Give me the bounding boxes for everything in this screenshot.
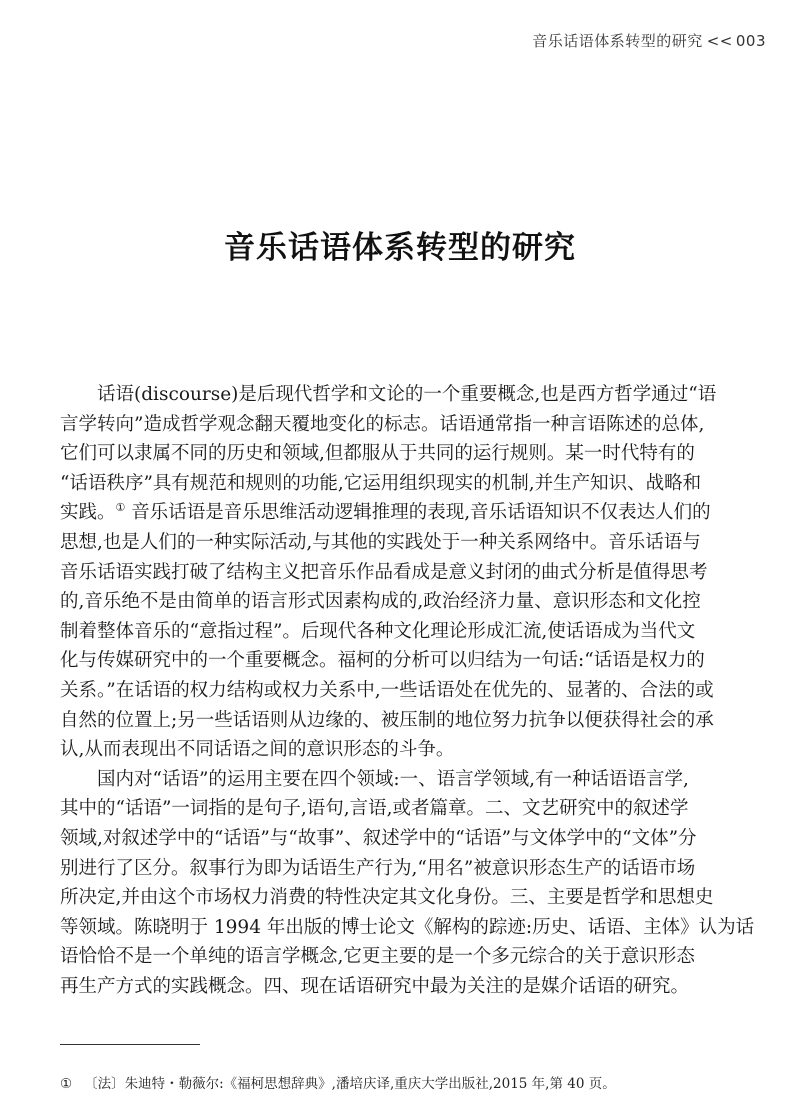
page-number: 003 [735,32,766,50]
article-body [60,380,755,1001]
text-line: 国内对“话语”的运用主要在四个领域:一、语言学领域,有一种话语语言学, [97,768,689,790]
text-line: 所决定,并由这个市场权力消费的特性决定其文化身份。三、主要是哲学和思想史 [60,887,714,909]
running-header [532,30,766,51]
footnote [60,1072,710,1092]
text-line: 语恰恰不是一个单纯的语言学概念,它更主要的是一个多元综合的关于意识形态 [60,946,695,968]
footnote-text: 〔法〕朱迪特・勒薇尔:《福柯思想辞典》,潘培庆译,重庆大学出版社,2015 年,第 40 页。 [84,1076,616,1092]
text-segment: 音乐话语是音乐思维活动逻辑推理的表现,音乐话语知识不仅表达人们的 [131,502,711,524]
paragraph-1 [60,380,717,765]
text-line: 它们可以隶属不同的历史和领域,但都服从于共同的运行规则。某一时代特有的 [60,443,695,465]
text-line: 关系。”在话语的权力结构或权力关系中,一些话语处在优先的、显著的、合法的或 [60,679,714,701]
text-line: 的,音乐绝不是由简单的语言形式因素构成的,政治经济力量、意识形态和文化控 [60,591,701,613]
footnote-divider [60,1044,200,1045]
footnote-mark: ① [60,1076,73,1092]
text-line: 别进行了区分。叙事行为即为话语生产行为,“用名”被意识形态生产的话语市场 [60,857,696,879]
text-line [60,498,711,528]
running-title: 音乐话语体系转型的研究 [532,32,703,50]
paragraph-2 [60,765,755,1002]
text-line: “话语秩序”具有规范和规则的功能,它运用组织现实的机制,并生产知识、战略和 [60,472,702,494]
text-line: 再生产方式的实践概念。四、现在话语研究中最为关注的是媒介话语的研究。 [60,975,690,997]
text-line: 其中的“话语”一词指的是句子,语句,言语,或者篇章。二、文艺研究中的叙述学 [60,798,689,820]
text-line: 认,从而表现出不同话语之间的意识形态的斗争。 [60,739,455,761]
article-title: 音乐话语体系转型的研究 [224,230,576,266]
text-line: 言学转向”造成哲学观念翻天覆地变化的标志。话语通常指一种言语陈述的总体, [60,413,705,435]
text-line: 化与传媒研究中的一个重要概念。福柯的分析可以归结为一句话:“话语是权力的 [60,650,705,672]
text-line: 话语(discourse)是后现代哲学和文论的一个重要概念,也是西方哲学通过“语 [97,384,717,405]
footnote-reference[interactable]: ① [115,501,126,515]
text-line: 制着整体音乐的“意指过程”。后现代各种文化理论形成汇流,使话语成为当代文 [60,620,696,642]
text-segment: 实践。 [60,502,116,524]
text-line: 音乐话语实践打破了结构主义把音乐作品看成是意义封闭的曲式分析是值得思考 [60,561,708,583]
text-line: 等领域。陈晓明于 1994 年出版的博士论文《解构的踪迹:历史、话语、主体》认为话 [60,916,755,938]
chevron-left-icon: << [706,32,733,50]
text-line: 领域,对叙述学中的“话语”与“故事”、叙述学中的“话语”与文体学中的“文体”分 [60,827,697,849]
text-line: 思想,也是人们的一种实际活动,与其他的实践处于一种关系网络中。音乐话语与 [60,531,701,553]
text-line: 自然的位置上;另一些话语则从边缘的、被压制的地位努力抗争以便获得社会的承 [60,709,714,731]
